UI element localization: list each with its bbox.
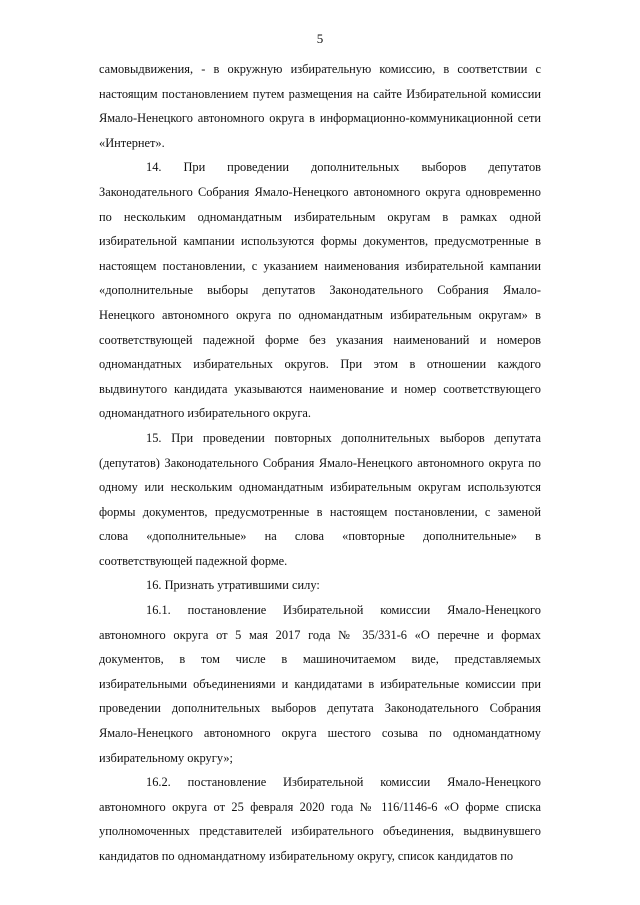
- paragraph-continuation: самовыдвижения, - в окружную избирательную комиссию, в соответствии с настоящим постановлением путем размещения на сайте Избирательной комиссии Ямало-Ненецкого автономного округа в информационно-коммуникационной сети «Интернет».: [99, 62, 541, 150]
- paragraph-item-15: 15. При проведении повторных дополнительных выборов депутата (депутатов) Законодательного Собрания Ямало-Ненецкого автономного округа по одному или нескольким одномандатным избирательным округам используются формы документов, предусмотренные в настоящем постановлении, с заменой слова «дополнительные» на слова «повторные дополнительные» в соответствующей падежной форме.: [99, 430, 541, 568]
- paragraph-item-16-2: 16.2. постановление Избирательной комиссии Ямало-Ненецкого автономного округа от 25 февраля 2020 года № 116/1146-6 «О форме списка уполномоченных представителей избирательного объединения, выдвинувшего кандидатов по одномандатному избирательному округу, список кандидатов по: [99, 775, 541, 863]
- paragraph-item-16: 16. Признать утратившими силу:: [146, 578, 320, 593]
- paragraph-item-16-1: 16.1. постановление Избирательной комиссии Ямало-Ненецкого автономного округа от 5 мая 2017 года № 35/331-6 «О перечне и формах документов, в том числе в машиночитаемом виде, представляемых избирательными объединениями и кандидатами в избирательные комиссии при проведении дополнительных выборов депутата Законодательного Собрания Ямало-Ненецкого автономного округа шестого созыва по одномандатному избирательному округу»;: [99, 603, 541, 765]
- paragraph-item-14: 14. При проведении дополнительных выборов депутатов Законодательного Собрания Ямало-Ненецкого автономного округа одновременно по нескольким одномандатным избирательным округам в рамках одной избирательной кампании используются формы документов, предусмотренные в настоящем постановлении, с указанием наименования избирательной кампании «дополнительные выборы депутатов Законодательного Собрания Ямало-Ненецкого автономного округа по одномандатным избирательным округам» в соответствующей падежной форме без указания наименований и номеров одномандатных избирательных округов. При этом в отношении каждого выдвинутого кандидата указываются наименование и номер соответствующего одномандатного избирательного округа.: [99, 160, 541, 421]
- page-number: 5: [316, 31, 324, 46]
- document-body: [99, 57, 541, 869]
